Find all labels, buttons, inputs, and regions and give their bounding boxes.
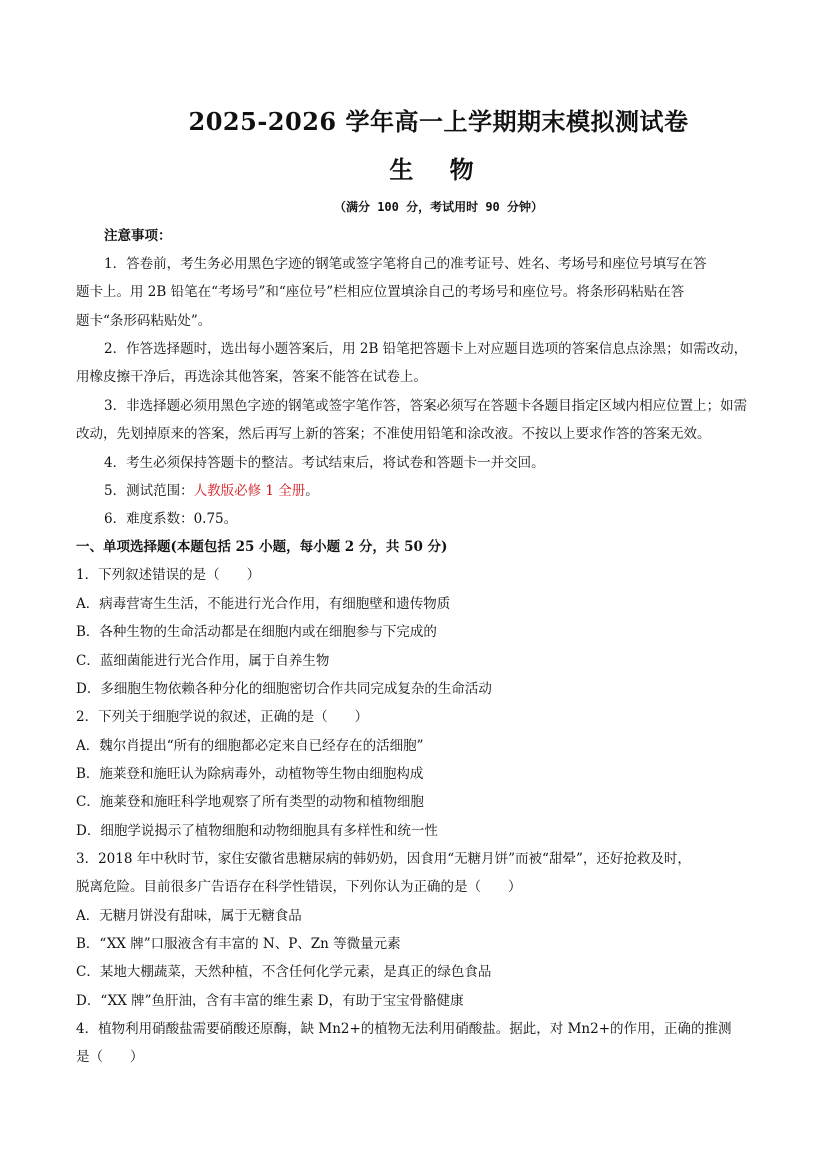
question-stem: 脱离危险。目前很多广告语存在科学性错误，下列你认为正确的是（ ） bbox=[76, 879, 522, 895]
option-a: A．魏尔肖提出“所有的细胞都必定来自已经存在的活细胞” bbox=[76, 738, 424, 754]
option-c: C．某地大棚蔬菜，天然种植，不含任何化学元素，是真正的绿色食品 bbox=[76, 964, 492, 980]
subject-title: 生 物 bbox=[389, 155, 488, 184]
option-d: D．细胞学说揭示了植物细胞和动物细胞具有多样性和统一性 bbox=[76, 823, 438, 839]
test-scope bbox=[104, 482, 766, 500]
option-a: A．无糖月饼没有甜味，属于无糖食品 bbox=[76, 908, 302, 924]
note-line: 4．考生必须保持答题卡的整洁。考试结束后，将试卷和答题卡一并交回。 bbox=[104, 455, 545, 471]
exam-subtitle: （满分 100 分，考试用时 90 分钟） bbox=[333, 200, 544, 214]
note-line: 1．答卷前，考生务必用黑色字迹的钢笔或签字笔将自己的准考证号、姓名、考场号和座位号填写在答 bbox=[104, 256, 707, 272]
note-line: 3．非选择题必须用黑色字迹的钢笔或签字笔作答，答案必须写在答题卡各题目指定区域内相应位置上；如需 bbox=[104, 398, 748, 414]
note-line: 2．作答选择题时，选出每小题答案后，用 2B 铅笔把答题卡上对应题目选项的答案信息点涂黑；如需改动， bbox=[104, 341, 748, 357]
option-b: B．施莱登和施旺认为除病毒外，动植物等生物由细胞构成 bbox=[76, 766, 424, 782]
question-stem: 是（ ） bbox=[76, 1049, 144, 1065]
test-scope-suffix: 。 bbox=[305, 483, 319, 499]
option-a: A．病毒营寄生生活，不能进行光合作用，有细胞壁和遗传物质 bbox=[76, 596, 451, 612]
option-d: D．“XX 牌”鱼肝油，含有丰富的维生素 D，有助于宝宝骨骼健康 bbox=[76, 993, 464, 1009]
question-stem: 3．2018 年中秋时节，家住安徽省患糖尿病的韩奶奶，因食用“无糖月饼”而被“甜晕”，还好抢救及时， bbox=[76, 851, 691, 867]
question-stem: 4．植物利用硝酸盐需要硝酸还原酶，缺 Mn2+的植物无法利用硝酸盐。据此，对 Mn2+的作用，正确的推测 bbox=[76, 1021, 732, 1037]
exam-title: 2025-2026 学年高一上学期期末模拟测试卷 bbox=[188, 107, 689, 136]
difficulty: 6．难度系数：0.75。 bbox=[104, 511, 238, 527]
option-b: B．“XX 牌”口服液含有丰富的 N、P、Zn 等微量元素 bbox=[76, 936, 401, 952]
option-c: C．蓝细菌能进行光合作用，属于自养生物 bbox=[76, 653, 330, 669]
option-d: D．多细胞生物依赖各种分化的细胞密切合作共同完成复杂的生命活动 bbox=[76, 681, 492, 697]
note-line: 题卡“条形码粘贴处”。 bbox=[76, 313, 212, 329]
notes-heading: 注意事项： bbox=[104, 228, 172, 244]
note-line: 改动，先划掉原来的答案，然后再写上新的答案；不准使用铅笔和涂改液。不按以上要求作答的答案无效。 bbox=[76, 426, 711, 442]
question-stem: 1．下列叙述错误的是（ ） bbox=[76, 567, 261, 583]
section-heading: 一、单项选择题(本题包括 25 小题，每小题 2 分，共 50 分) bbox=[76, 539, 448, 555]
question-stem: 2．下列关于细胞学说的叙述，正确的是（ ） bbox=[76, 709, 369, 725]
test-scope-value: 人教版必修 1 全册 bbox=[193, 483, 306, 499]
option-c: C．施莱登和施旺科学地观察了所有类型的动物和植物细胞 bbox=[76, 794, 424, 810]
note-line: 题卡上。用 2B 铅笔在“考场号”和“座位号”栏相应位置填涂自己的考场号和座位号。将条形码粘贴在答 bbox=[76, 284, 685, 300]
test-scope-label: 5．测试范围： bbox=[104, 483, 194, 499]
option-b: B．各种生物的生命活动都是在细胞内或在细胞参与下完成的 bbox=[76, 624, 437, 640]
note-line: 用橡皮擦干净后，再选涂其他答案，答案不能答在试卷上。 bbox=[76, 369, 427, 385]
